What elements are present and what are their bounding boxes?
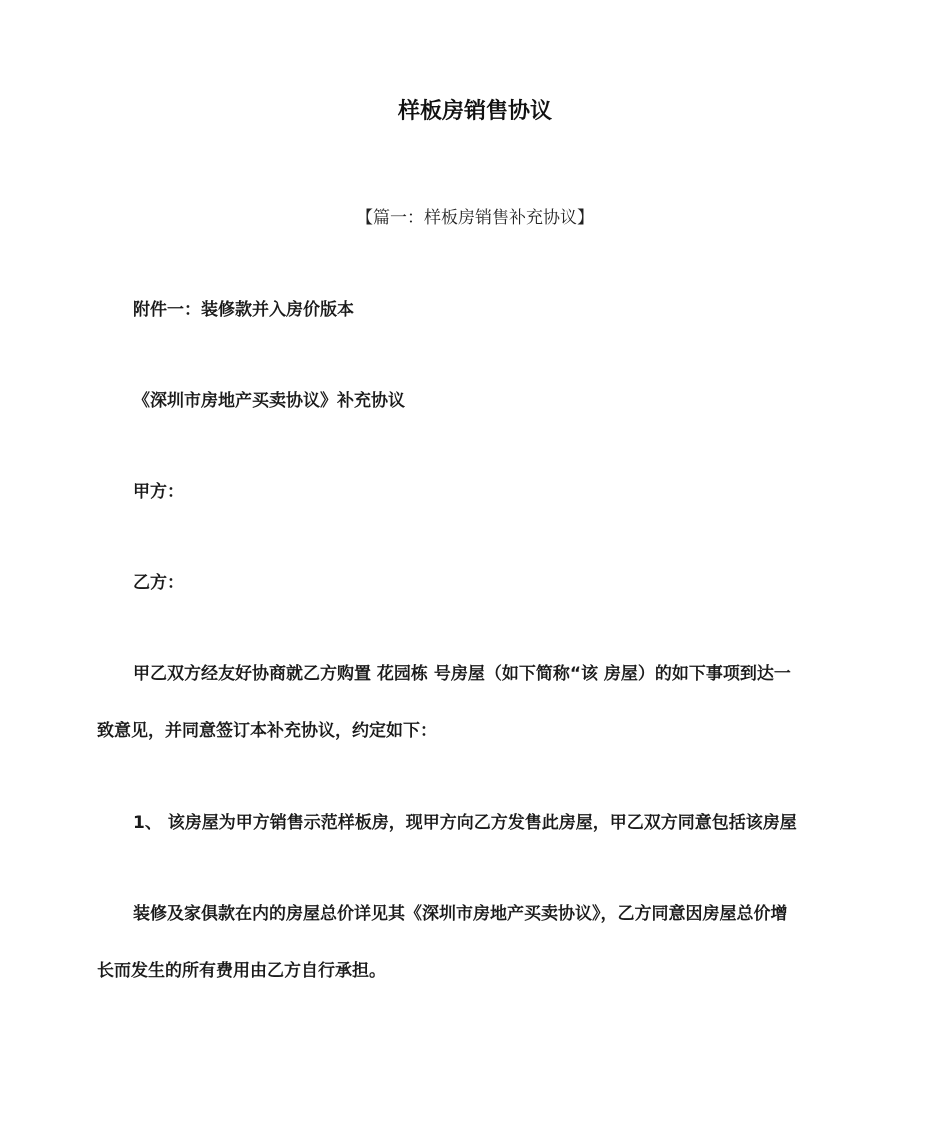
clause-1-line-1: 1、 该房屋为甲方销售示范样板房，现甲方向乙方发售此房屋，甲乙双方同意包括该房屋	[133, 813, 797, 833]
party-b-label: 乙方：	[133, 573, 184, 593]
party-a-label: 甲方：	[133, 482, 184, 502]
agreement-name: 《深圳市房地产买卖协议》补充协议	[133, 391, 405, 411]
preamble-line-2: 致意见，并同意签订本补充协议，约定如下：	[97, 721, 437, 741]
document-subtitle: 【篇一：样板房销售补充协议】	[356, 208, 594, 228]
clause-1-line-2: 装修及家俱款在内的房屋总价详见其《深圳市房地产买卖协议》，乙方同意因房屋总价增	[133, 904, 788, 924]
attachment-heading: 附件一：装修款并入房价版本	[133, 300, 354, 320]
document-title: 样板房销售协议	[397, 99, 552, 124]
clause-1-line-3: 长而发生的所有费用由乙方自行承担。	[97, 961, 386, 981]
preamble-line-1: 甲乙双方经友好协商就乙方购置 花园栋 号房屋（如下简称“该 房屋）的如下事项到达一	[133, 664, 791, 684]
